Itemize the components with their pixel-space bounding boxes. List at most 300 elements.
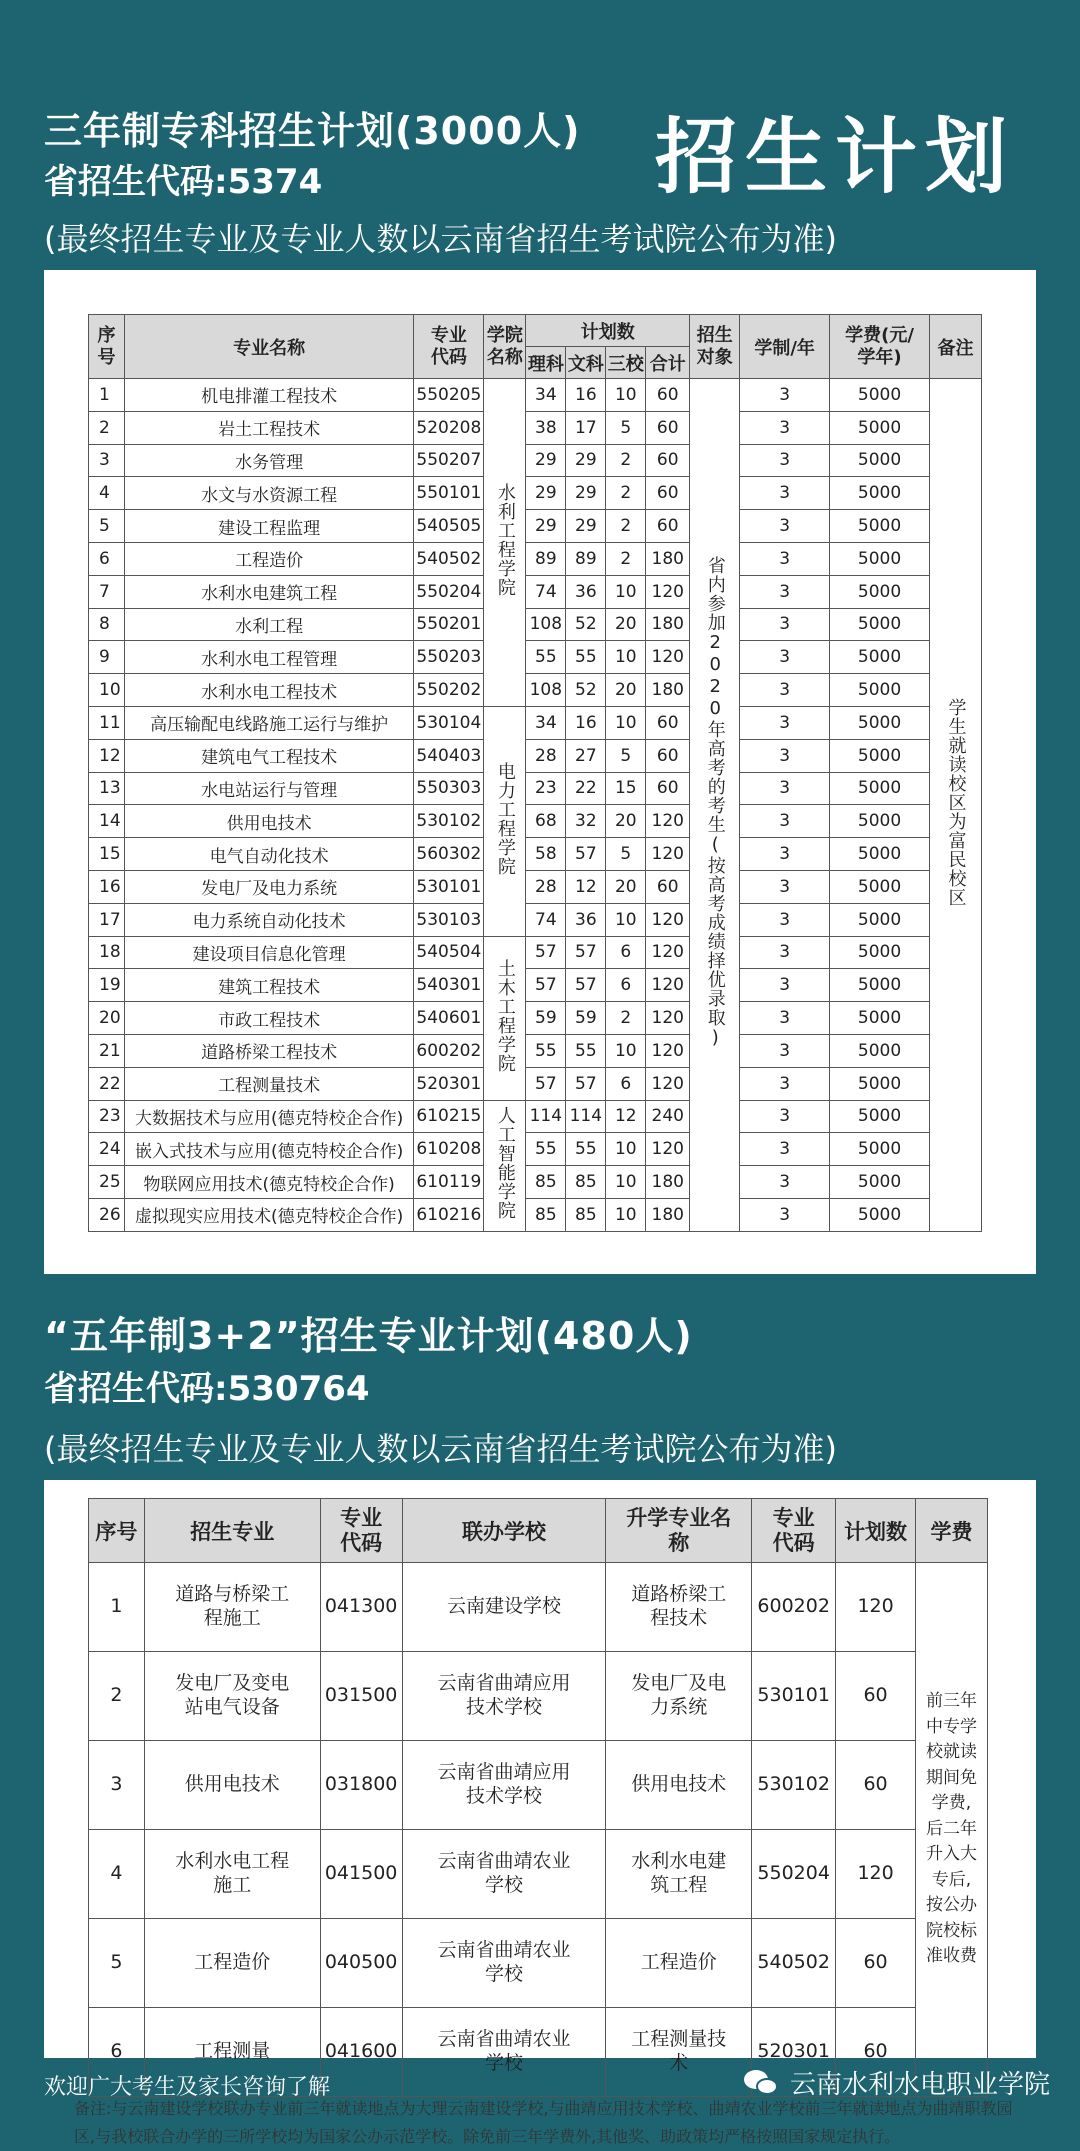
cell-years: 3: [740, 411, 830, 444]
cell-name: 物联网应用技术(德克特校企合作): [124, 1166, 413, 1199]
cell-fee: 5000: [830, 379, 930, 412]
cell-name: 虚拟现实应用技术(德克特校企合作): [124, 1198, 413, 1231]
cell2-up_major-text: 供用电技术: [631, 1773, 727, 1796]
cell-years: 3: [740, 706, 830, 739]
cell-three: 10: [606, 379, 646, 412]
cell-idx: 26: [89, 1198, 125, 1231]
cell-years: 3: [740, 510, 830, 543]
cell-idx: 25: [89, 1166, 125, 1199]
cell-years: 3: [740, 674, 830, 707]
cell-total: 120: [646, 969, 690, 1002]
cell-fee: 5000: [830, 936, 930, 969]
th-idx: 序号: [89, 315, 125, 379]
cell-arts: 16: [566, 706, 606, 739]
cell-arts: 12: [566, 870, 606, 903]
cell-three: 20: [606, 674, 646, 707]
cell-arts: 55: [566, 641, 606, 674]
cell2-major-text: 发电厂及变电站电气设备: [175, 1672, 290, 1718]
cell-fee: 5000: [830, 444, 930, 477]
cell-fee: 5000: [830, 411, 930, 444]
remark-cell: [930, 379, 982, 1232]
cell-idx: 12: [89, 739, 125, 772]
table-row: [89, 1100, 982, 1133]
cell2-school-text: 云南省曲靖应用技术学校: [437, 1672, 571, 1718]
cell2-up_code: [752, 1563, 836, 1652]
cell-name: 建筑工程技术: [124, 969, 413, 1002]
cell-name: 道路桥梁工程技术: [124, 1034, 413, 1067]
cell2-plan: [836, 1919, 916, 2008]
cell-idx: 16: [89, 870, 125, 903]
cell-total: 60: [646, 477, 690, 510]
table-row: [89, 510, 982, 543]
cell-arts: 17: [566, 411, 606, 444]
cell-name: 水利水电工程管理: [124, 641, 413, 674]
college-cell: [484, 936, 526, 1100]
cell2-code-text: 041600: [324, 2040, 398, 2063]
th2-school: 联办学校: [402, 1499, 606, 1563]
cell-fee: 5000: [830, 870, 930, 903]
cell-years: 3: [740, 1100, 830, 1133]
cell2-plan: [836, 1741, 916, 1830]
college-cell: [484, 706, 526, 936]
th2-idx: 序号: [89, 1499, 145, 1563]
table-row: [89, 379, 982, 412]
cell-total: 60: [646, 772, 690, 805]
cell-fee: 5000: [830, 575, 930, 608]
th2-code: 专业代码: [320, 1499, 402, 1563]
cell-fee: 5000: [830, 838, 930, 871]
cell-sci: 38: [526, 411, 566, 444]
cell-sci: 57: [526, 936, 566, 969]
cell-name: 发电厂及电力系统: [124, 870, 413, 903]
cell2-code: [320, 1919, 402, 2008]
three-year-plan-table: [88, 314, 982, 1232]
cell2-idx-text: 1: [110, 1595, 123, 1618]
cell-three: 20: [606, 608, 646, 641]
table-row: [89, 542, 982, 575]
fee-cell: [915, 1563, 987, 2097]
cell-three: 6: [606, 969, 646, 1002]
cell2-up_code-text: 520301: [757, 2040, 830, 2063]
cell-idx: 5: [89, 510, 125, 543]
cell-idx: 8: [89, 608, 125, 641]
cell-years: 3: [740, 641, 830, 674]
cell-sci: 59: [526, 1002, 566, 1035]
cell2-school-text: 云南建设学校: [446, 1595, 561, 1618]
table-row: [89, 1002, 982, 1035]
cell-total: 240: [646, 1100, 690, 1133]
target-cell: [690, 379, 740, 1232]
section1-note: (最终招生专业及专业人数以云南省招生考试院公布为准): [44, 220, 837, 258]
table1-panel: [44, 270, 1036, 1274]
cell-years: 3: [740, 379, 830, 412]
big-title: 招生计划: [655, 110, 1016, 205]
cell-fee: 5000: [830, 641, 930, 674]
cell-name: 水文与水资源工程: [124, 477, 413, 510]
cell2-idx-text: 5: [110, 1951, 123, 1974]
cell2-up_code-text: 550204: [757, 1862, 830, 1885]
table-row: [89, 1166, 982, 1199]
cell-sci: 34: [526, 706, 566, 739]
cell-name: 电力系统自动化技术: [124, 903, 413, 936]
cell-name: 大数据技术与应用(德克特校企合作): [124, 1100, 413, 1133]
cell-total: 120: [646, 1067, 690, 1100]
cell-years: 3: [740, 1067, 830, 1100]
th-code: 专业代码: [414, 315, 484, 379]
cell-arts: 16: [566, 379, 606, 412]
cell-name: 水务管理: [124, 444, 413, 477]
cell-fee: 5000: [830, 706, 930, 739]
cell-years: 3: [740, 838, 830, 871]
cell2-plan-text: 60: [863, 1951, 888, 1974]
cell-idx: 3: [89, 444, 125, 477]
cell-three: 2: [606, 510, 646, 543]
footer-school-name: 云南水利水电职业学院: [790, 2070, 1051, 2100]
th2-major: 招生专业: [144, 1499, 320, 1563]
table-row: [89, 1067, 982, 1100]
cell-fee: 5000: [830, 510, 930, 543]
cell2-idx: [89, 1652, 145, 1741]
cell-sci: 28: [526, 739, 566, 772]
cell-code: 540502: [414, 542, 484, 575]
cell-fee: 5000: [830, 1198, 930, 1231]
cell-fee: 5000: [830, 1067, 930, 1100]
cell-total: 120: [646, 903, 690, 936]
five-year-plan-table: [88, 1498, 988, 2097]
table-row: [89, 838, 982, 871]
cell-name: 岩土工程技术: [124, 411, 413, 444]
cell-total: 60: [646, 379, 690, 412]
cell-total: 120: [646, 936, 690, 969]
cell-three: 10: [606, 1034, 646, 1067]
cell-code: 530104: [414, 706, 484, 739]
cell-years: 3: [740, 969, 830, 1002]
cell-code: 600202: [414, 1034, 484, 1067]
cell-sci: 74: [526, 575, 566, 608]
cell2-up_code: [752, 1830, 836, 1919]
cell2-school: [402, 2008, 606, 2097]
cell2-up_code-text: 530101: [757, 1684, 830, 1707]
cell2-school: [402, 1919, 606, 2008]
cell2-plan-text: 60: [863, 1684, 888, 1707]
cell-idx: 14: [89, 805, 125, 838]
cell-three: 6: [606, 936, 646, 969]
cell2-idx: [89, 1919, 145, 2008]
table-row: [89, 674, 982, 707]
cell-idx: 20: [89, 1002, 125, 1035]
cell-idx: 15: [89, 838, 125, 871]
cell2-up_major: [606, 1652, 752, 1741]
cell-three: 10: [606, 1166, 646, 1199]
cell2-major: [144, 1652, 320, 1741]
cell-arts: 32: [566, 805, 606, 838]
cell-code: 550205: [414, 379, 484, 412]
cell-total: 120: [646, 805, 690, 838]
cell2-code-text: 031800: [324, 1773, 398, 1796]
cell-years: 3: [740, 1034, 830, 1067]
cell-code: 540301: [414, 969, 484, 1002]
cell2-plan-text: 60: [863, 2040, 888, 2063]
section2-note: (最终招生专业及专业人数以云南省招生考试院公布为准): [44, 1430, 837, 1468]
cell2-school: [402, 1830, 606, 1919]
table-row: [89, 608, 982, 641]
th2-plan: 计划数: [836, 1499, 916, 1563]
cell2-major: [144, 1919, 320, 2008]
cell-idx: 13: [89, 772, 125, 805]
cell-total: 180: [646, 1166, 690, 1199]
table-row: [89, 1919, 988, 2008]
cell2-up_code: [752, 1741, 836, 1830]
college-cell: [484, 1100, 526, 1231]
cell-total: 120: [646, 1133, 690, 1166]
cell-fee: 5000: [830, 1100, 930, 1133]
cell2-up_major: [606, 1919, 752, 2008]
cell-three: 15: [606, 772, 646, 805]
cell2-idx: [89, 1563, 145, 1652]
th-total: 合计: [646, 347, 690, 379]
cell-three: 2: [606, 444, 646, 477]
cell-sci: 108: [526, 608, 566, 641]
cell-sci: 68: [526, 805, 566, 838]
cell-sci: 29: [526, 510, 566, 543]
cell-years: 3: [740, 1002, 830, 1035]
college-name: 土木工程学院: [494, 958, 516, 1073]
cell-total: 120: [646, 1002, 690, 1035]
cell-three: 10: [606, 1133, 646, 1166]
cell-code: 550201: [414, 608, 484, 641]
cell-sci: 57: [526, 1067, 566, 1100]
th2-up-code: 专业代码: [752, 1499, 836, 1563]
college-name: 水利工程学院: [494, 482, 516, 597]
section1-title: 三年制专科招生计划(3000人): [44, 109, 581, 153]
cell-idx: 6: [89, 542, 125, 575]
cell2-major-text: 道路与桥梁工程施工: [175, 1583, 290, 1629]
th-college: 学院名称: [484, 315, 526, 379]
cell-fee: 5000: [830, 1166, 930, 1199]
cell-idx: 18: [89, 936, 125, 969]
cell-code: 530101: [414, 870, 484, 903]
cell2-up_code-text: 600202: [757, 1595, 830, 1618]
th2-up-major: 升学专业名称: [606, 1499, 752, 1563]
cell-total: 120: [646, 575, 690, 608]
cell-idx: 2: [89, 411, 125, 444]
cell-total: 60: [646, 510, 690, 543]
cell-name: 水利水电工程技术: [124, 674, 413, 707]
cell2-plan-text: 60: [863, 1773, 888, 1796]
cell-idx: 17: [89, 903, 125, 936]
cell-arts: 55: [566, 1133, 606, 1166]
table-row: [89, 805, 982, 838]
target-text: 省内参加2020年高考的考生(按高考成绩择优录取): [704, 555, 726, 1049]
cell-name: 水利工程: [124, 608, 413, 641]
cell-three: 2: [606, 477, 646, 510]
cell-years: 3: [740, 444, 830, 477]
table2-remark: 备注:与云南建设学校联办专业前三年就读地点为大理云南建设学校,与曲靖应用技术学校、曲靖农业学校前三年就读地点为曲靖职教园区,与我校联合办学的三所学校均为国家公办示范学校。除免前三年学费外,其他奖、助政策均严格按照国家规定执行。: [74, 2099, 1013, 2146]
cell-sci: 55: [526, 1034, 566, 1067]
cell-total: 120: [646, 641, 690, 674]
cell-years: 3: [740, 477, 830, 510]
section1-code: 省招生代码:5374: [44, 162, 323, 202]
cell-years: 3: [740, 805, 830, 838]
cell-arts: 57: [566, 838, 606, 871]
cell2-idx-text: 4: [110, 1862, 123, 1885]
footer-welcome: 欢迎广大考生及家长咨询了解: [44, 2075, 331, 2100]
table-row: [89, 969, 982, 1002]
cell2-plan-text: 120: [857, 1595, 894, 1618]
cell2-major: [144, 1563, 320, 1652]
cell-arts: 57: [566, 936, 606, 969]
cell-name: 供用电技术: [124, 805, 413, 838]
cell-idx: 10: [89, 674, 125, 707]
cell2-code: [320, 2008, 402, 2097]
table-row: [89, 1198, 982, 1231]
cell2-school-text: 云南省曲靖应用技术学校: [437, 1761, 571, 1807]
table-row: [89, 411, 982, 444]
cell-sci: 58: [526, 838, 566, 871]
cell-name: 高压输配电线路施工运行与维护: [124, 706, 413, 739]
cell-sci: 29: [526, 444, 566, 477]
cell-code: 550203: [414, 641, 484, 674]
college-name: 电力工程学院: [494, 761, 516, 876]
section2-title: “五年制3+2”招生专业计划(480人): [44, 1314, 693, 1358]
table-row: [89, 903, 982, 936]
cell2-major: [144, 1830, 320, 1919]
cell2-plan: [836, 1563, 916, 1652]
cell2-up_major-text: 工程造价: [640, 1951, 717, 1974]
cell-total: 60: [646, 444, 690, 477]
cell-fee: 5000: [830, 739, 930, 772]
cell2-up_major-text: 工程测量技术: [631, 2028, 727, 2074]
table-row: [89, 477, 982, 510]
th-arts: 文科: [566, 347, 606, 379]
section2-code: 省招生代码:530764: [44, 1369, 370, 1409]
cell2-up_code: [752, 1652, 836, 1741]
cell2-major-text: 工程测量: [194, 2040, 271, 2063]
cell2-school-text: 云南省曲靖农业学校: [437, 1939, 571, 1985]
cell2-major-text: 工程造价: [194, 1951, 271, 1974]
cell-name: 建设项目信息化管理: [124, 936, 413, 969]
cell-idx: 7: [89, 575, 125, 608]
cell2-major: [144, 1741, 320, 1830]
cell2-code: [320, 1652, 402, 1741]
cell-name: 建筑电气工程技术: [124, 739, 413, 772]
cell-name: 机电排灌工程技术: [124, 379, 413, 412]
cell-three: 10: [606, 641, 646, 674]
cell-total: 60: [646, 870, 690, 903]
cell-sci: 55: [526, 1133, 566, 1166]
cell-total: 120: [646, 1034, 690, 1067]
cell2-code-text: 041300: [324, 1595, 398, 1618]
th2-fee: 学费: [915, 1499, 987, 1563]
cell-idx: 23: [89, 1100, 125, 1133]
cell-sci: 85: [526, 1166, 566, 1199]
cell-code: 520208: [414, 411, 484, 444]
cell-fee: 5000: [830, 903, 930, 936]
table1-body: [89, 379, 982, 1232]
cell-name: 水电站运行与管理: [124, 772, 413, 805]
cell-fee: 5000: [830, 477, 930, 510]
cell2-school: [402, 1652, 606, 1741]
college-name: 人工智能学院: [494, 1106, 516, 1221]
cell-years: 3: [740, 870, 830, 903]
table-row: [89, 772, 982, 805]
th-remark: 备注: [930, 315, 982, 379]
cell-three: 10: [606, 706, 646, 739]
cell-idx: 1: [89, 379, 125, 412]
cell2-code-text: 031500: [324, 1684, 398, 1707]
cell-arts: 57: [566, 1067, 606, 1100]
cell2-up_code: [752, 1919, 836, 2008]
cell-arts: 36: [566, 903, 606, 936]
cell-code: 610215: [414, 1100, 484, 1133]
cell-total: 60: [646, 411, 690, 444]
cell-arts: 29: [566, 510, 606, 543]
th-sci: 理科: [526, 347, 566, 379]
cell-idx: 22: [89, 1067, 125, 1100]
cell-code: 530103: [414, 903, 484, 936]
th-plan: 计划数: [526, 315, 690, 347]
cell-arts: 114: [566, 1100, 606, 1133]
cell-arts: 27: [566, 739, 606, 772]
th-years: 学制/年: [740, 315, 830, 379]
cell2-plan: [836, 1652, 916, 1741]
cell-fee: 5000: [830, 674, 930, 707]
cell-three: 20: [606, 870, 646, 903]
th-target: 招生对象: [690, 315, 740, 379]
table-row: [89, 1133, 982, 1166]
wechat-icon: [742, 2068, 782, 2098]
cell-name: 水利水电建筑工程: [124, 575, 413, 608]
cell-name: 建设工程监理: [124, 510, 413, 543]
cell-code: 550101: [414, 477, 484, 510]
cell-years: 3: [740, 608, 830, 641]
cell-fee: 5000: [830, 1133, 930, 1166]
cell-sci: 29: [526, 477, 566, 510]
cell-years: 3: [740, 903, 830, 936]
cell-arts: 22: [566, 772, 606, 805]
cell-three: 5: [606, 411, 646, 444]
cell-code: 550202: [414, 674, 484, 707]
cell-sci: 23: [526, 772, 566, 805]
cell-total: 120: [646, 838, 690, 871]
cell2-code: [320, 1741, 402, 1830]
cell-total: 180: [646, 542, 690, 575]
cell-fee: 5000: [830, 772, 930, 805]
cell-total: 60: [646, 706, 690, 739]
cell-fee: 5000: [830, 969, 930, 1002]
cell2-idx: [89, 1830, 145, 1919]
cell2-plan-text: 120: [857, 1862, 894, 1885]
cell-arts: 36: [566, 575, 606, 608]
cell-sci: 85: [526, 1198, 566, 1231]
cell2-code-text: 040500: [324, 1951, 398, 1974]
cell-years: 3: [740, 936, 830, 969]
cell2-up_code-text: 540502: [757, 1951, 830, 1974]
cell-code: 610216: [414, 1198, 484, 1231]
remark-text: 学生就读校区为富民校区: [945, 697, 967, 907]
college-cell: [484, 379, 526, 707]
cell2-idx-text: 3: [110, 1773, 123, 1796]
cell2-school: [402, 1741, 606, 1830]
cell2-up_code-text: 530102: [757, 1773, 830, 1796]
cell-years: 3: [740, 1198, 830, 1231]
table2-body: [89, 1563, 988, 2097]
cell-fee: 5000: [830, 542, 930, 575]
table-row: [89, 870, 982, 903]
cell-three: 2: [606, 1002, 646, 1035]
cell-idx: 4: [89, 477, 125, 510]
cell-code: 540504: [414, 936, 484, 969]
